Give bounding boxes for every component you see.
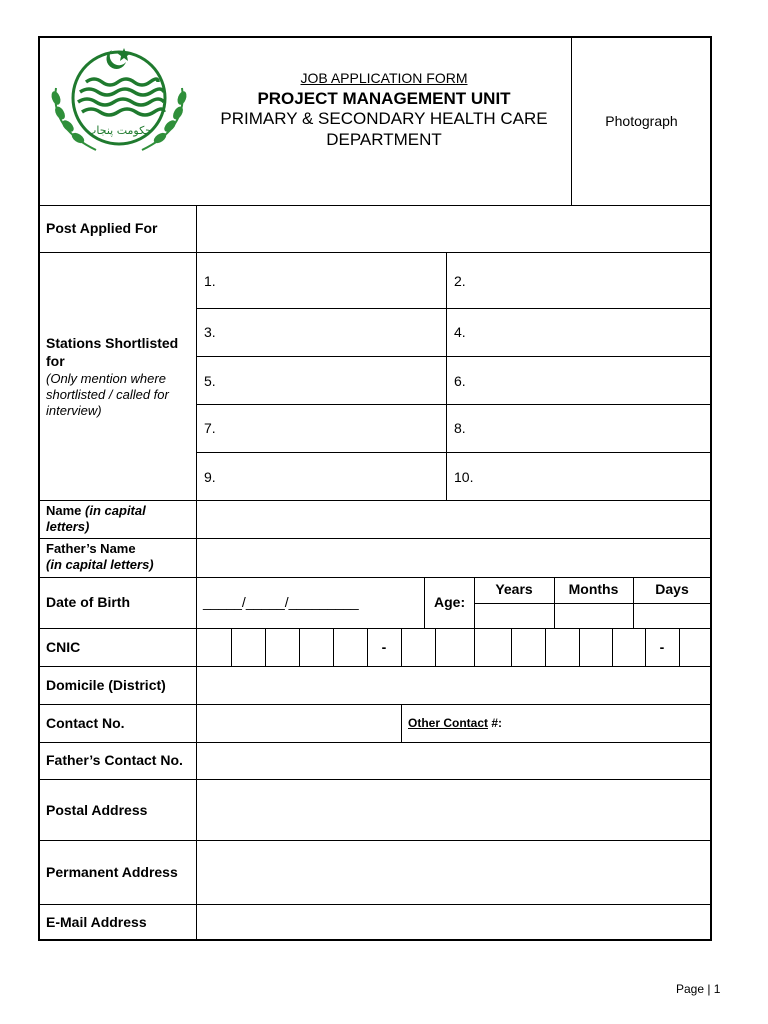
station-4[interactable]: 4. — [454, 324, 466, 340]
stations-note-2: shortlisted / called for — [46, 387, 169, 402]
station-6[interactable]: 6. — [454, 373, 466, 389]
stations-note-3: interview) — [46, 403, 102, 418]
age-days-header: Days — [655, 581, 689, 597]
photograph-box-label: Photograph — [605, 113, 678, 129]
station-9[interactable]: 9. — [204, 469, 216, 485]
other-contact-label: Other Contact #: — [408, 716, 503, 730]
stations-shortlisted-label: Stations Shortlisted — [46, 335, 179, 351]
age-label: Age: — [434, 594, 466, 610]
father-name-note: (in capital letters) — [46, 557, 154, 572]
cnic-dash-1: - — [381, 639, 387, 655]
punjab-government-logo — [44, 38, 194, 160]
form-title: JOB APPLICATION FORM — [300, 70, 468, 86]
name-label: Name (in capital — [46, 503, 146, 518]
father-name-label: Father’s Name — [46, 541, 136, 556]
post-applied-label: Post Applied For — [46, 220, 158, 236]
station-8[interactable]: 8. — [454, 420, 466, 436]
email-label: E-Mail Address — [46, 914, 147, 930]
dob-input[interactable]: _____/_____/_________ — [203, 594, 359, 610]
postal-address-label: Postal Address — [46, 802, 148, 818]
station-1[interactable]: 1. — [204, 273, 216, 289]
cnic-dash-2: - — [659, 639, 665, 655]
permanent-address-label: Permanent Address — [46, 864, 178, 880]
dob-label: Date of Birth — [46, 594, 130, 610]
station-5[interactable]: 5. — [204, 373, 216, 389]
age-months-header: Months — [568, 581, 619, 597]
station-7[interactable]: 7. — [204, 420, 216, 436]
station-2[interactable]: 2. — [454, 273, 466, 289]
contact-label: Contact No. — [46, 715, 125, 731]
name-note: (in capital — [85, 503, 146, 518]
domicile-label: Domicile (District) — [46, 677, 166, 693]
station-3[interactable]: 3. — [204, 324, 216, 340]
age-years-header: Years — [495, 581, 533, 597]
stations-note-1: (Only mention where — [46, 371, 166, 386]
name-note-2: letters) — [46, 519, 90, 534]
unit-title: PROJECT MANAGEMENT UNIT — [257, 89, 511, 108]
father-contact-label: Father’s Contact No. — [46, 752, 183, 768]
stations-shortlisted-label-2: for — [46, 353, 65, 369]
page-number: Page | 1 — [676, 982, 721, 996]
logo-text: حکومت پنجاب — [86, 124, 152, 137]
cnic-label: CNIC — [46, 639, 81, 655]
station-10[interactable]: 10. — [454, 469, 474, 485]
department-line-2: DEPARTMENT — [326, 130, 442, 149]
department-line-1: PRIMARY & SECONDARY HEALTH CARE — [220, 109, 548, 128]
